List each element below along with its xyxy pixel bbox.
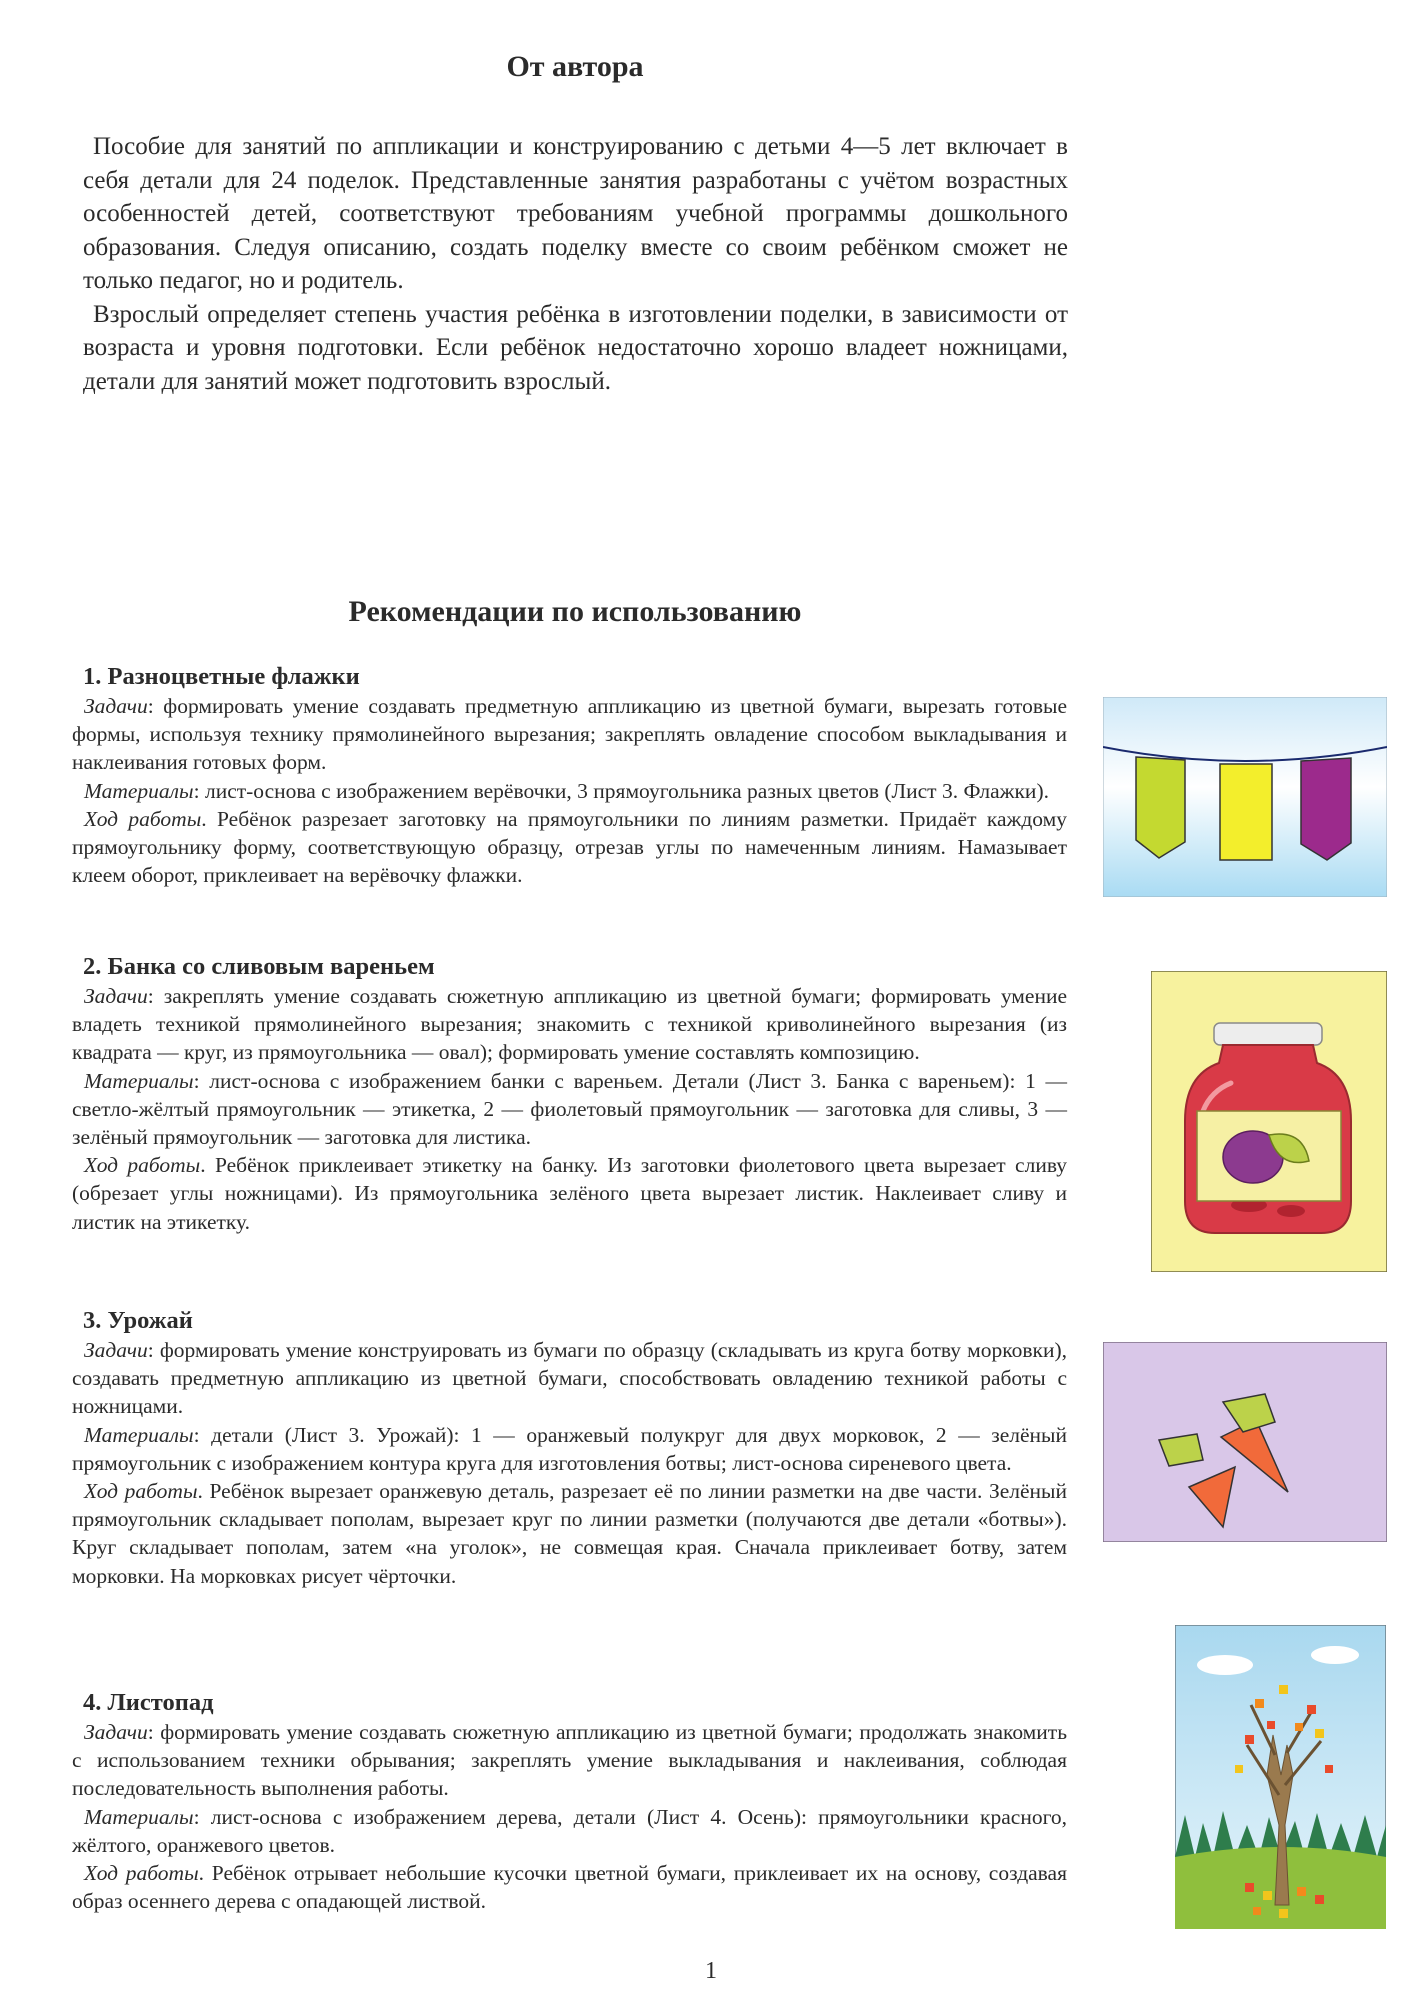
leaf-piece: [1255, 1699, 1264, 1708]
materials-text: : лист-основа с изображением дерева, детали (Лист 4. Осень): прямоугольники красного, жёлтого, оранжевого цветов.: [72, 1804, 1067, 1857]
section-flags: [72, 662, 1067, 889]
materials-label: Материалы: [84, 1804, 194, 1829]
materials-label: Материалы: [84, 1068, 194, 1093]
process-text: . Ребёнок отрывает небольшие кусочки цветной бумаги, приклеивает их на основу, создавая образ осеннего дерева с опадающей листвой.: [72, 1861, 1067, 1914]
cloud: [1311, 1646, 1359, 1664]
intro-text: [83, 130, 1068, 398]
jam-jar-illustration: [1151, 971, 1387, 1272]
process-text: . Ребёнок приклеивает этикетку на банку. Из заготовки фиолетового цвета вырезает сливу (обрезает углы ножницами). Из прямоугольника зелёного цвета вырезает листик. Наклеивает сливу и листик на этикетку.: [72, 1153, 1067, 1234]
tasks-label: Задачи: [84, 984, 148, 1008]
process-label: Ход работы: [84, 1153, 201, 1178]
leaf-piece: [1279, 1685, 1288, 1694]
materials-text: : лист-основа с изображением верёвочки, 3 прямоугольника разных цветов (Лист 3. Флажки).: [193, 778, 1049, 803]
tasks-text: : закреплять умение создавать сюжетную аппликацию из цветной бумаги; формировать умение владеть техникой прямолинейного вырезания; знакомить с техникой криволинейного вырезания (из квадрата — круг, из прямоугольника — овал); формировать умение составлять композицию.: [72, 984, 1067, 1065]
section-harvest: [72, 1306, 1067, 1590]
materials-label: Материалы: [84, 778, 194, 803]
page-number: 1: [705, 1958, 717, 1984]
author-title: От автора: [506, 50, 644, 83]
leaf-piece: [1267, 1721, 1275, 1729]
cloud: [1197, 1655, 1253, 1675]
intro-paragraph: Взрослый определяет степень участия ребёнка в изготовлении поделки, в зависимости от возраста и уровня подготовки. Если ребёнок недостаточно хорошо владеет ножницами, детали для занятий может подготовить взрослый.: [83, 300, 1068, 395]
yellow-flag: [1220, 764, 1272, 860]
fallen-leaf: [1253, 1907, 1261, 1915]
process-label: Ход работы: [84, 1479, 198, 1504]
leaf-piece: [1295, 1723, 1303, 1731]
tasks-text: : формировать умение создавать сюжетную аппликацию из цветной бумаги; продолжать знакомить с использованием техники обрывания; закреплять умение выкладывания и наклеивания, соблюдая последовательность выполнения работы.: [72, 1720, 1067, 1801]
tasks-label: Задачи: [84, 1720, 148, 1744]
section-title: 3. Урожай: [83, 1307, 193, 1334]
fallen-leaf: [1245, 1883, 1254, 1892]
process-text: . Ребёнок разрезает заготовку на прямоугольники по линиям разметки. Придаёт каждому прямоугольнику форму, соответствующую образцу, отрезав углы по намеченным линиям. Намазывает клеем оборот, приклеивает на верёвочку флажки.: [72, 806, 1067, 888]
jam-fruit: [1277, 1205, 1305, 1217]
leaf-piece: [1315, 1729, 1324, 1738]
fallen-leaf: [1263, 1891, 1272, 1900]
green-flag: [1136, 757, 1185, 858]
section-title: 4. Листопад: [83, 1689, 214, 1716]
leaf-piece: [1307, 1705, 1316, 1714]
jar-lid: [1214, 1023, 1322, 1045]
fallen-leaf: [1279, 1909, 1288, 1918]
leaf-piece: [1235, 1765, 1243, 1773]
materials-text: : лист-основа с изображением банки с вареньем. Детали (Лист 3. Банка с вареньем): 1 — светло-жёлтый прямоугольник — этикетка, 2 — фиолетовый прямоугольник — заготовка для сливы, 3 — зелёный прямоугольник — заготовка для листика.: [72, 1068, 1067, 1150]
process-text: . Ребёнок вырезает оранжевую деталь, разрезает её по линии разметки на две части. Зелёный прямоугольник складывает пополам, вырезает круг по линии разметки (получаются две детали «ботвы»). Круг складывает пополам, затем «на уголок», не совмещая края. Сначала приклеивает ботву, затем морковки. На морковках рисует чёрточки.: [72, 1479, 1067, 1588]
tasks-label: Задачи: [84, 694, 148, 718]
flags-illustration: [1103, 697, 1387, 897]
section-title: 1. Разноцветные флажки: [83, 663, 360, 690]
purple-flag: [1301, 758, 1351, 860]
process-label: Ход работы: [84, 806, 202, 831]
harvest-illustration: [1103, 1342, 1387, 1542]
tasks-label: Задачи: [84, 1338, 148, 1362]
intro-paragraph: Пособие для занятий по аппликации и конструированию с детьми 4—5 лет включает в себя детали для 24 поделок. Представленные занятия разработаны с учётом возрастных особенностей детей, соответствуют требованиям учебной программы дошкольного образования. Следуя описанию, создать поделку вместе со своим ребёнком сможет не только педагог, но и родитель.: [83, 133, 1068, 294]
leaf-fall-illustration: [1175, 1625, 1386, 1929]
section-jam-jar: [72, 952, 1067, 1236]
leaf-piece: [1245, 1735, 1254, 1744]
section-leaf-fall: [72, 1688, 1067, 1915]
process-label: Ход работы: [84, 1861, 199, 1886]
materials-text: : детали (Лист 3. Урожай): 1 — оранжевый полукруг для двух морковок, 2 — зелёный прямоугольник с изображением контура круга для изготовления ботвы; лист-основа сиреневого цвета.: [72, 1422, 1067, 1475]
recommendations-title: Рекомендации по использованию: [348, 595, 802, 628]
tasks-text: : формировать умение конструировать из бумаги по образцу (складывать из круга ботву морковки), создавать предметную аппликацию из цветной бумаги, способствовать овладению техникой работы с ножницами.: [72, 1338, 1067, 1419]
leaf-piece: [1325, 1765, 1333, 1773]
fallen-leaf: [1297, 1887, 1306, 1896]
materials-label: Материалы: [84, 1422, 194, 1447]
fallen-leaf: [1315, 1895, 1324, 1904]
tasks-text: : формировать умение создавать предметную аппликацию из цветной бумаги, вырезать готовые формы, используя технику прямолинейного вырезания; закреплять овладение способом выкладывания и наклеивания готовых форм.: [72, 694, 1067, 775]
section-title: 2. Банка со сливовым вареньем: [83, 953, 435, 980]
